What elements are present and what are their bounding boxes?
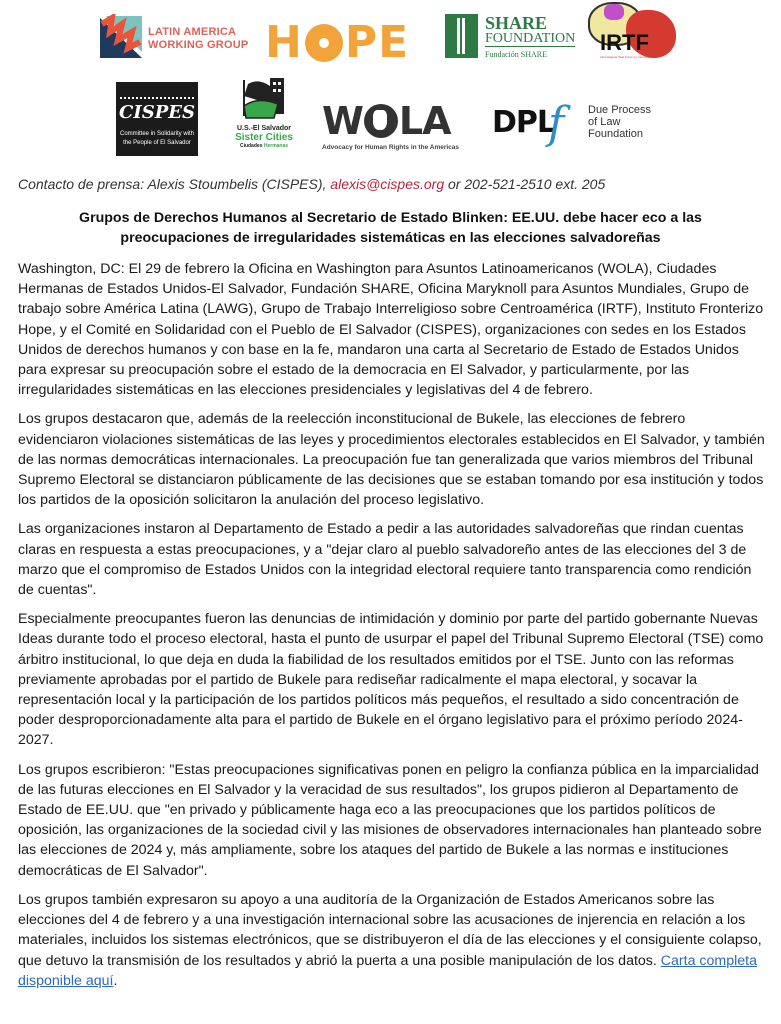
paragraph: Las organizaciones instaron al Departamento de Estado a pedir a las autoridades salvadoreñas que rindan cuentas claras en respuesta a estas preocupaciones, y a "dejar claro al pueblo salvadoreño antes de las elecciones del 3 de marzo que el compromiso de Estados Unidos con la integridad electoral requiere tanto transparencia como rendición de cuentas". <box>18 521 752 599</box>
share-plant-icon <box>445 14 478 58</box>
lawg-mark-icon <box>98 14 144 60</box>
press-contact <box>18 176 605 192</box>
dplf-logo <box>492 98 662 154</box>
share-line1: SHARE <box>485 13 548 33</box>
press-release-title: Grupos de Derechos Humanos al Secretario de Estado Blinken: EE.UU. debe hacer eco a las preocupaciones de irregularidades sistemáticas en las elecciones salvadoreñas <box>79 210 702 246</box>
wola-subtitle: Advocacy for Human Rights in the Americas <box>322 144 460 151</box>
share-line3: Fundación SHARE <box>485 50 547 59</box>
contact-email-link[interactable]: alexis@cispes.org <box>330 176 445 192</box>
dplf-f-icon: f <box>548 98 565 149</box>
share-logo <box>445 14 585 64</box>
sister-cities-line3 <box>230 143 298 150</box>
sister-cities-ciudades: Ciudades <box>239 143 263 149</box>
irtf-text: IRTF <box>600 30 649 55</box>
cispes-subtitle: Committee in Solidarity with the People of El Salvador <box>119 131 195 146</box>
sister-cities-art-icon <box>238 76 288 122</box>
lawg-line1: LATIN AMERICA <box>148 26 237 38</box>
sister-cities-logo <box>230 76 298 158</box>
hope-h: H <box>265 17 303 68</box>
lawg-line2: WORKING GROUP <box>148 39 249 51</box>
irtf-logo <box>586 0 686 66</box>
paragraph: Especialmente preocupantes fueron las denuncias de intimidación y dominio por parte del partido gobernante Nuevas Ideas durante todo el proceso electoral, hasta el punto de usurpar el papel del Tribunal Supremo Electoral (TSE) como árbitro institucional, lo que deja en duda la fiabilidad de los resultados emitidos por el TSE. Junto con las reformas previamente aprobadas por el partido de Bukele para rediseñar radicalmente el mapa electoral, y socavar la representación local y la participación de los partidos políticos más pequeños, el resultado a sido concentración de poder desproporcionadamente alta para el partido de Bukele en el órgano legislativo para el próximo período 2024-2027. <box>18 611 764 749</box>
wola-w: W <box>322 99 363 143</box>
wola-logo <box>322 100 482 156</box>
wola-emblem-icon <box>364 104 398 138</box>
contact-suffix: or 202-521-2510 ext. 205 <box>444 176 606 192</box>
paragraph: Los grupos escribieron: "Estas preocupaciones significativas ponen en peligro la confianza pública en la imparcialidad de las futuras elecciones en El Salvador y la veracidad de sus resultados", los grupos pidieron al Departamento de Estado de EE.UU. que "en privado y públicamente haga eco a las preocupaciones que los partidos políticos de oposición, las organizaciones de la sociedad civil y las misiones de observadores internacionales han planteado sobre las elecciones de 2024 y, más ampliamente, sobre los ataques del partido de Bukele a las normas e instituciones democráticas de El Salvador". <box>18 761 762 879</box>
paragraph: Los grupos destacaron que, además de la reelección inconstitucional de Bukele, las elecciones de febrero evidenciaron violaciones sistemáticas de las leyes y procedimientos electorales establecidos en El Salvador, y también de las normas democráticas internacionales. La preocupación fue tan generalizada que varios miembros del Tribunal Supremo Electoral se distanciaron públicamente de las decisiones que se estaban tomando por esa institución y todos los partidos de la oposición solicitaron la anulación del proceso legislativo. <box>18 411 765 509</box>
lawg-text <box>148 26 248 52</box>
cispes-logo <box>116 82 198 156</box>
dplf-line1: Due Process <box>588 104 651 116</box>
paragraph-last <box>18 890 766 991</box>
irtf-illustration-accent <box>604 4 624 20</box>
sister-cities-line2: Sister Cities <box>235 132 293 143</box>
hope-pe: PE <box>344 17 410 68</box>
irtf-subtitle: Interreligious Task Force on Central America <box>600 55 659 59</box>
sister-cities-line1: U.S.-El Salvador <box>236 125 292 132</box>
sister-cities-hermanas: Hermanas <box>263 143 289 149</box>
paragraph-last-end: . <box>113 972 118 989</box>
wola-la: LA <box>398 99 451 143</box>
dplf-subtitle <box>588 104 651 140</box>
hope-logo <box>265 18 415 68</box>
lawg-logo <box>98 14 248 62</box>
logo-banner <box>0 0 781 165</box>
press-release-body <box>18 259 766 1000</box>
share-line2: FOUNDATION <box>485 31 576 46</box>
dplf-line3: Foundation <box>588 128 644 140</box>
paragraph: Washington, DC: El 29 de febrero la Oficina en Washington para Asuntos Latinoamericanos (WOLA), Ciudades Hermanas de Estados Unidos-El Salvador, Fundación SHARE, Oficina Maryknoll para Asuntos Mundiales, Grupo de trabajo sobre América Latina (LAWG), Grupo de Trabajo Interreligioso sobre Centroamérica (IRTF), Instituto Fronterizo Hope, y el Comité en Solidaridad con el Pueblo de El Salvador (CISPES), organizaciones con sedes en los Estados Unidos de derechos humanos y con base en la fe, mandaron una carta al Secretario de Estado de Estados Unidos para expresar su preocupación sobre el estado de la democracia en El Salvador, y particularmente, por las irregularidades sistemáticas en las elecciones presidenciales y legislativas del 4 de febrero. <box>18 261 764 399</box>
paragraph-last-text: Los grupos también expresaron su apoyo a una auditoría de la Organización de Estados Americanos sobre las elecciones del 4 de febrero y a una investigación internacional sobre las acusaciones de injerencia en relación a los materiales, incluidos los sistemas electrónicos, que se distribuyeron el día de las elecciones y el consiguiente colapso, que detuvo la transmisión de los resultados y abrió la puerta a una posible manipulación de los datos. <box>18 891 762 969</box>
dplf-line2: of Law <box>588 116 621 128</box>
hope-wheel-icon <box>305 24 343 62</box>
cispes-text: CISPES <box>119 102 195 123</box>
full-letter-link[interactable]: Carta completa disponible aquí <box>18 952 757 989</box>
cispes-crowd-icon <box>120 85 194 99</box>
contact-prefix: Contacto de prensa: Alexis Stoumbelis (CISPES), <box>18 176 331 192</box>
dplf-text: DPL <box>492 105 556 140</box>
